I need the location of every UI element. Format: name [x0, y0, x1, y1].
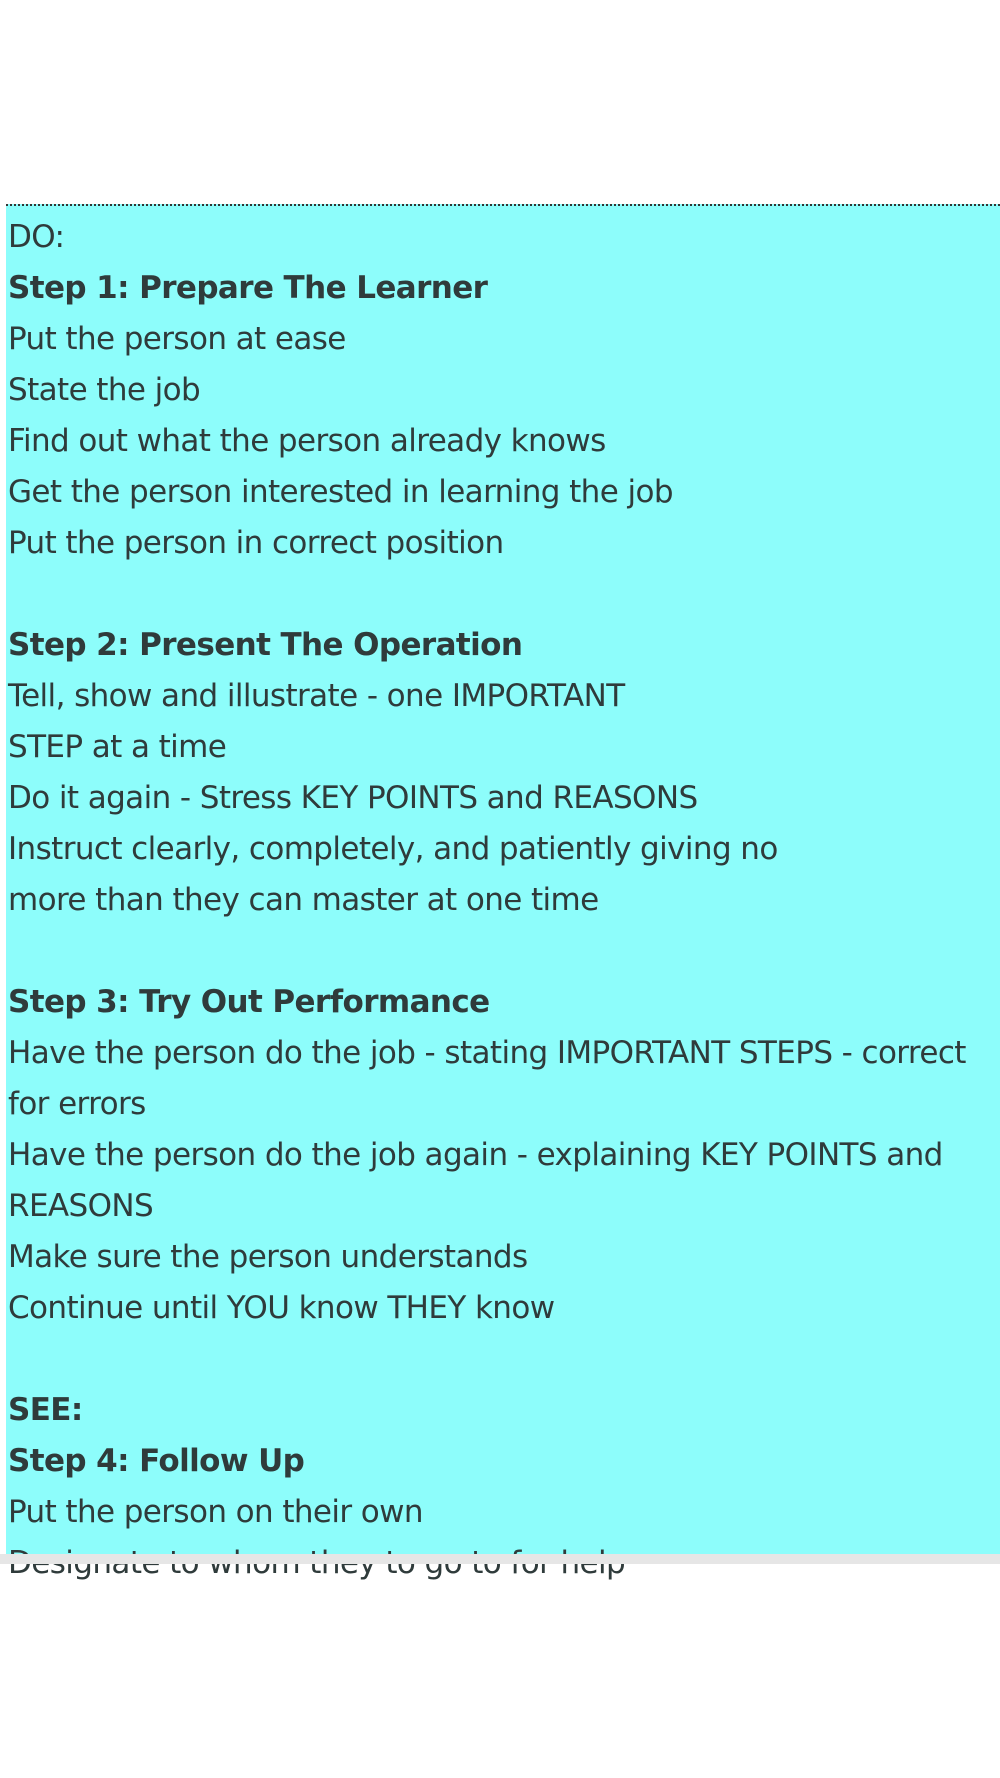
step1-title: Step 1: Prepare The Learner — [8, 270, 488, 306]
step3-item: Continue until YOU know THEY know — [8, 1290, 555, 1326]
step2-item: STEP at a time — [8, 729, 227, 765]
step1-item: Put the person at ease — [8, 321, 346, 357]
step1-item: Put the person in correct position — [8, 525, 504, 561]
panel-bottom-bar — [0, 1554, 1000, 1564]
spacer — [8, 1334, 1000, 1385]
step3-item: for errors — [8, 1086, 146, 1122]
step4-item: Put the person on their own — [8, 1494, 423, 1530]
step2-item: Instruct clearly, completely, and patiently giving no — [8, 831, 778, 867]
content-panel — [6, 204, 1000, 1554]
do-heading: DO: — [8, 219, 65, 255]
step3-item: Have the person do the job again - explaining KEY POINTS and — [8, 1137, 943, 1173]
instructions-text — [8, 212, 1000, 1589]
see-heading: SEE: — [8, 1392, 83, 1428]
step2-title: Step 2: Present The Operation — [8, 627, 523, 663]
step3-item: Make sure the person understands — [8, 1239, 528, 1275]
step4-title: Step 4: Follow Up — [8, 1443, 305, 1479]
step2-item: Do it again - Stress KEY POINTS and REASONS — [8, 780, 698, 816]
step3-item: Have the person do the job - stating IMPORTANT STEPS - correct — [8, 1035, 966, 1071]
step2-item: Tell, show and illustrate - one IMPORTANT — [8, 678, 625, 714]
step2-item: more than they can master at one time — [8, 882, 599, 918]
step1-item: Find out what the person already knows — [8, 423, 606, 459]
step3-item: REASONS — [8, 1188, 154, 1224]
step3-title: Step 3: Try Out Performance — [8, 984, 490, 1020]
spacer — [8, 926, 1000, 977]
step1-item: State the job — [8, 372, 201, 408]
spacer — [8, 569, 1000, 620]
step1-item: Get the person interested in learning the job — [8, 474, 673, 510]
